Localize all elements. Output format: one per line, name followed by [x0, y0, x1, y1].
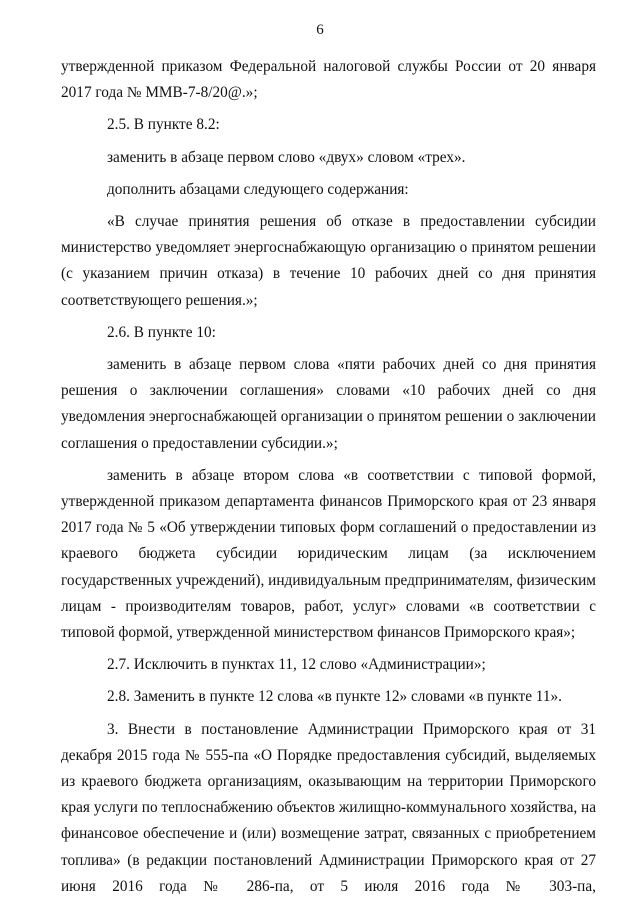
paragraph-item-2-7: 2.7. Исключить в пунктах 11, 12 слово «Администрации»; — [107, 656, 486, 674]
paragraph-supplement: дополнить абзацами следующего содержания: — [107, 180, 409, 198]
page-number: 6 — [316, 22, 324, 38]
paragraph-continuation: утвержденной приказом Федеральной налоговой службы России от 20 января 2017 года № ММВ-7-8/20@.»; — [61, 58, 596, 102]
paragraph-replace-word: заменить в абзаце первом слово «двух» словом «трех». — [107, 148, 466, 166]
paragraph-quote-refusal: «В случае принятия решения об отказе в предоставлении субсидии министерство уведомляет энергоснабжающую организацию о принятом решении (с указанием причин отказа) в течение 10 рабочих дней со дня принятия соответствующего решения.»; — [61, 213, 596, 309]
paragraph-replace-first: заменить в абзаце первом слова «пяти рабочих дней со дня принятия решения о заключении соглашения» словами «10 рабочих дней со дня уведомления энергоснабжающей организации о принятом решении о заключении соглашения о предоставлении субсидии.»; — [61, 356, 596, 452]
document-body — [61, 54, 596, 900]
paragraph-item-2-6: 2.6. В пункте 10: — [107, 323, 216, 341]
paragraph-replace-second: заменить в абзаце втором слова «в соответствии с типовой формой, утвержденной приказом департамента финансов Приморского края от 23 января 2017 года № 5 «Об утверждении типовых форм соглашений о предоставлении из краевого бюджета субсидии юридическим лицам (за исключением государственных учреждений), индивидуальным предпринимателям, физическим лицам - производителям товаров, работ, услуг» словами «в соответствии с типовой формой, утвержденной министерством финансов Приморского края»; — [61, 466, 596, 642]
paragraph-item-2-5: 2.5. В пункте 8.2: — [107, 116, 220, 134]
paragraph-item-2-8: 2.8. Заменить в пункте 12 слова «в пункте 12» словами «в пункте 11». — [107, 688, 563, 706]
paragraph-item-3: 3. Внести в постановление Администрации Приморского края от 31 декабря 2015 года № 555-па «О Порядке предоставления субсидий, выделяемых из краевого бюджета организациям, оказывающим на территории Приморского края услуги по теплоснабжению объектов жилищно-коммунального хозяйства, на финансовое обеспечение и (или) возмещение затрат, связанных с приобретением топлива» (в редакции постановлений Администрации Приморского края от 27 июня 2016 года № 286-па, от 5 июля 2016 года № 303-па, — [61, 720, 596, 895]
